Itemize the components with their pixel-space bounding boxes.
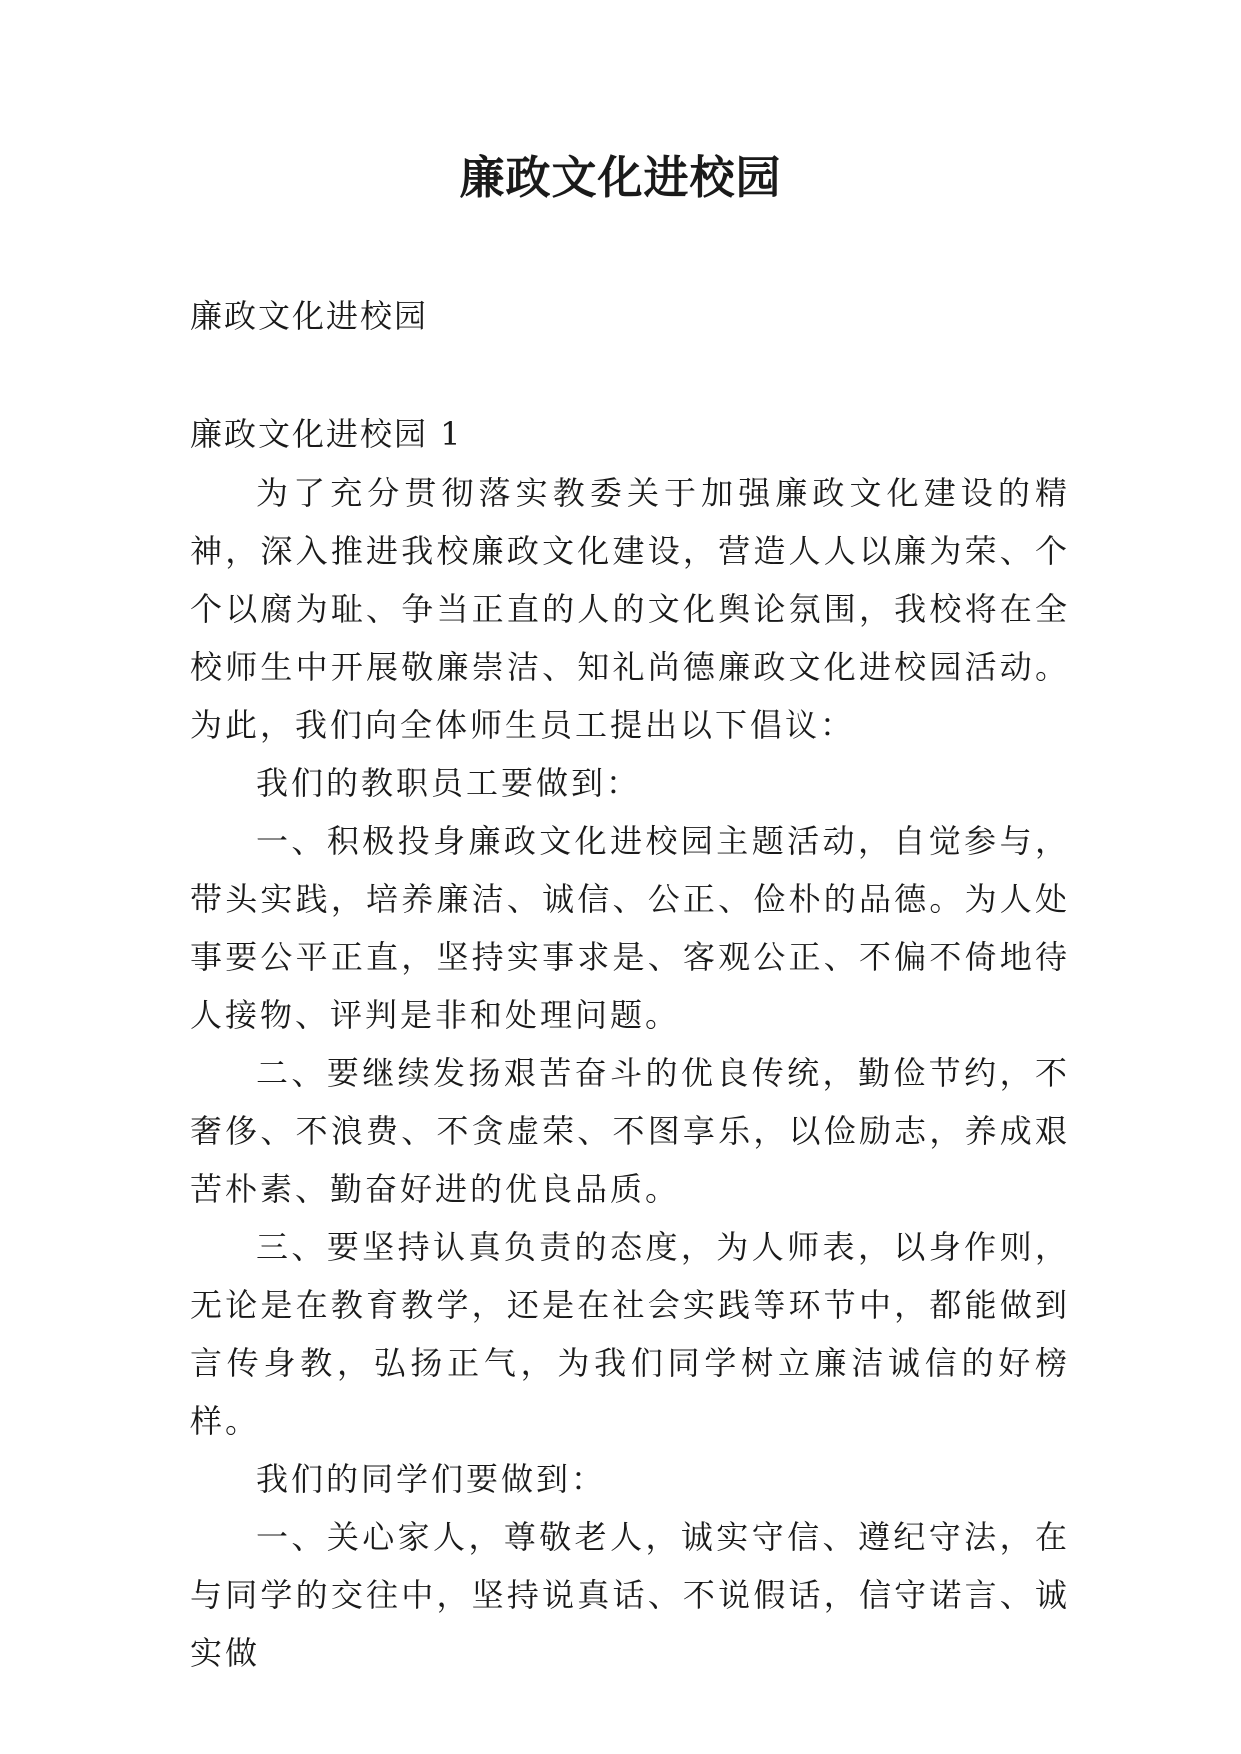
paragraph: 二、要继续发扬艰苦奋斗的优良传统，勤俭节约，不奢侈、不浪费、不贪虚荣、不图享乐，以俭励志，养成艰苦朴素、勤奋好进的优良品质。 xyxy=(190,1054,1070,1208)
section-heading: 廉政文化进校园 1 xyxy=(190,415,463,453)
paragraph: 我们的同学们要做到： xyxy=(256,1460,607,1498)
paragraph: 三、要坚持认真负责的态度，为人师表，以身作则，无论是在教育教学，还是在社会实践等环节中，都能做到言传身教，弘扬正气，为我们同学树立廉洁诚信的好榜样。 xyxy=(190,1228,1070,1440)
document-title: 廉政文化进校园 xyxy=(459,151,782,204)
paragraph: 为了充分贯彻落实教委关于加强廉政文化建设的精神，深入推进我校廉政文化建设，营造人人以廉为荣、个个以腐为耻、争当正直的人的文化舆论氛围，我校将在全校师生中开展敬廉崇洁、知礼尚德廉政文化进校园活动。为此，我们向全体师生员工提出以下倡议： xyxy=(190,474,1070,744)
document-subtitle: 廉政文化进校园 xyxy=(190,297,429,335)
document-body xyxy=(190,464,1070,1682)
paragraph: 我们的教职员工要做到： xyxy=(256,764,642,802)
paragraph: 一、积极投身廉政文化进校园主题活动，自觉参与，带头实践，培养廉洁、诚信、公正、俭朴的品德。为人处事要公平正直，坚持实事求是、客观公正、不偏不倚地待人接物、评判是非和处理问题。 xyxy=(190,822,1070,1034)
paragraph: 一、关心家人，尊敬老人，诚实守信、遵纪守法，在与同学的交往中，坚持说真话、不说假话，信守诺言、诚实做 xyxy=(190,1518,1070,1672)
